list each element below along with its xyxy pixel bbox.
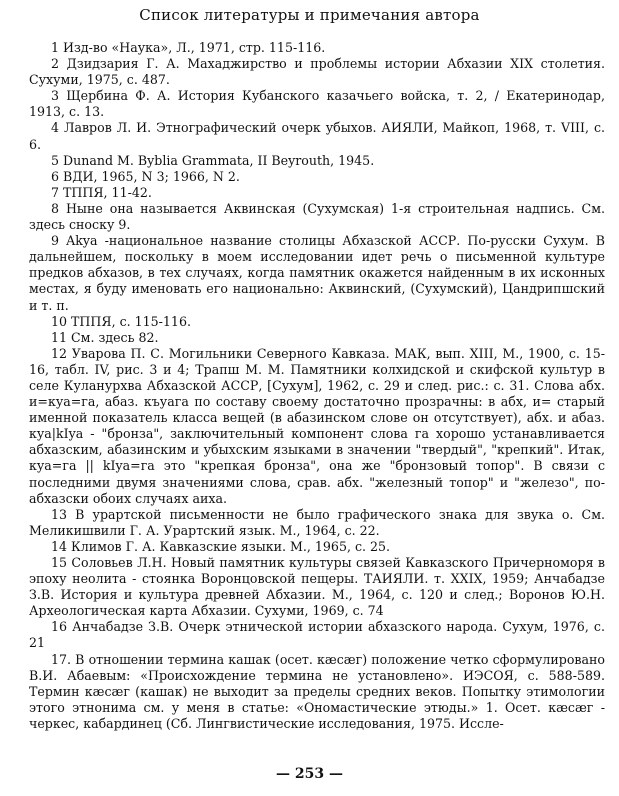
endnote: 16 Анчабадзе З.В. Очерк этнической истории абхазского народа. Сухум, 1976, с. 21 <box>29 619 605 651</box>
endnote: 7 ТППЯ, 11-42. <box>51 184 152 200</box>
endnote: 1 Изд-во «Наука», Л., 1971, стр. 115-116. <box>51 40 326 55</box>
endnote: 10 ТППЯ, с. 115-116. <box>51 313 191 329</box>
endnote: 5 Dunand M. Byblia Grammata, II Beyrouth, 1945. <box>51 152 375 168</box>
endnote: 6 ВДИ, 1965, N 3; 1966, N 2. <box>51 168 240 184</box>
endnote: 8 Ныне она называется Аквинская (Сухумская) 1-я строительная надпись. См. здесь сноску 9. <box>29 200 605 233</box>
endnote: 2 Дзидзария Г. А. Махаджирство и проблемы истории Абхазии XIX столетия. Сухуми, 1975, с. 487. <box>29 56 605 88</box>
endnote: 12 Уварова П. С. Могильники Северного Кавказа. МАК, вып. XIII, М., 1900, с. 15-16, табл. IV, рис. 3 и 4; Трапш М. М. Памятники колхидской и скифской культур в селе Куланурхва Абхазской АССР, [Сухум], 1962, с. 29 и след. рис.: с. 31. Слова абх. и=куа=га, абаз. къуага по составу своему достаточно прозрачны: в абх, и= старый именной показатель класса вещей (в абазинском слове он отсутствует), абх. и абаз. куа|kIya - "бронза", заключительный компонент слова га хорошо устанавливается абхазским, абазинским и убыхским языками в значении "твердый", "крепкий". Итак, куа=га || kIya=га это "крепкая бронза", она же "бронзовый топор". В связи с последними двумя значениями слова, срав. абх. "железный топор" и "железо", по-абхазски обоих случаях аиха. <box>29 345 605 506</box>
page-number: — 253 — <box>276 766 343 782</box>
endnote: 15 Соловьев Л.Н. Новый памятник культуры связей Кавказского Причерноморя в эпоху неолита - стоянка Воронцовской пещеры. ТАИЯЛИ. т. XXIX, 1959; Анчабадзе З.В. История и культура древней Абхазии. М., 1964, с. 120 и след.; Воронов Ю.Н. Археологическая карта Абхазии. Сухуми, 1969, с. 74 <box>29 555 605 619</box>
endnote: 14 Климов Г. А. Кавказские языки. М., 1965, с. 25. <box>51 538 391 554</box>
endnote: 4 Лавров Л. И. Этнографический очерк убыхов. АИЯЛИ, Майкоп, 1968, т. VIII, с. 6. <box>29 120 605 152</box>
running-title: Список литературы и примечания автора <box>139 6 480 24</box>
endnote: 3 Щербина Ф. А. История Кубанского казачьего войска, т. 2, / Екатеринодар, 1913, с. 13. <box>29 88 605 120</box>
endnote: 11 См. здесь 82. <box>51 329 159 345</box>
endnotes-list <box>29 40 605 732</box>
endnote: 17. В отношении термина кашак (осет. кæсæг) положение четко сформулировано В.И. Абаевым: «Происхождение термина не установлено». ИЭСОЯ, с. 588-589. Термин кæсæг (кашак) не выходит за пределы средних веков. Попытку этимологии этого этнонима см. у меня в статье: «Ономастические этюды.» 1. Осет. кæсæг - черкес, кабардинец (Сб. Лингвистические исследования, 1975. Иссле- <box>29 651 605 731</box>
endnote: 9 Akya -национальное название столицы Абхазской АССР. По-русски Сухум. В дальнейшем, поскольку в моем исследовании идет речь о письменной культуре предков абхазов, в тех случаях, когда памятник окажется найденным в их исконных местах, я буду именовать его национально: Аквинский, (Сухумский), Цандрипшский и т. п. <box>29 233 605 313</box>
endnote: 13 В урартской письменности не было графического знака для звука о. См. Меликишвили Г. А. Урартский язык. М., 1964, с. 22. <box>29 506 605 538</box>
